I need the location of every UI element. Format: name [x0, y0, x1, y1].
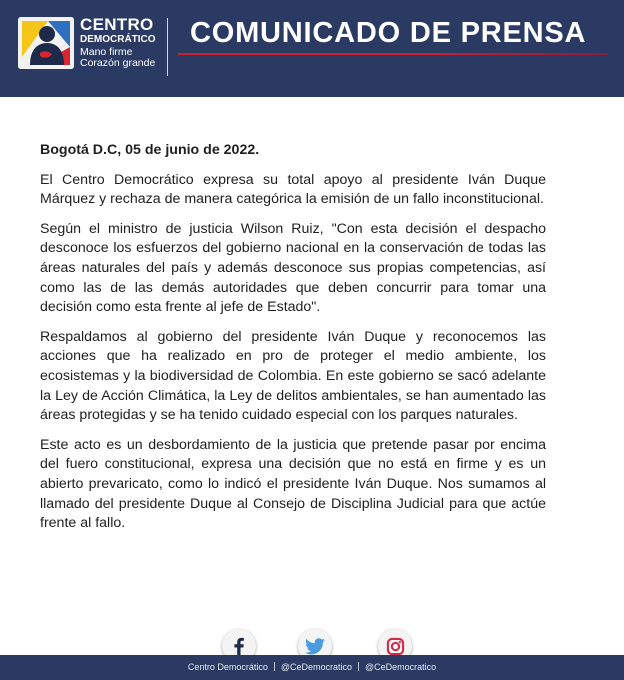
logo-motto	[80, 47, 156, 69]
centro-democratico-logo	[18, 17, 74, 69]
footer-separator	[274, 662, 275, 671]
logo-name: CENTRO	[80, 15, 154, 34]
title-underline	[178, 53, 608, 55]
logo-motto-line1: Mano firme	[80, 46, 133, 58]
paragraph-1: El Centro Democrático expresa su total apoyo al presidente Iván Duque Márquez y rechaza de manera categórica la emisión de un fallo inconstitucional.	[40, 171, 546, 208]
release-date: Bogotá D.C, 05 de junio de 2022.	[40, 142, 260, 158]
press-header	[0, 0, 624, 97]
footer-twitter-link[interactable]: @CeDemocratico	[280, 662, 353, 672]
press-release-body	[40, 141, 546, 544]
page-title: COMUNICADO DE PRENSA	[190, 17, 587, 49]
logo-sub: DEMOCRÁTICO	[80, 34, 156, 45]
social-footer	[0, 655, 624, 680]
paragraph-2: Según el ministro de justicia Wilson Ruiz, "Con esta decisión el despacho desconoce los esfuerzos del gobierno nacional en la conservación de todas las áreas naturales del país y además desconoce sus propias competencias, así como las de las demás autoridades que deben concurrir para tomar una decisión como esta frente al jefe de Estado".	[40, 220, 546, 316]
footer-handles	[0, 655, 624, 680]
logo-motto-line2: Corazón grande	[80, 57, 156, 69]
logo-text	[80, 16, 156, 69]
paragraph-3: Respaldamos al gobierno del presidente Iván Duque y reconocemos las acciones que ha realizado en pro de proteger el medio ambiente, los ecosistemas y la biodiversidad de Colombia. En este gobierno se sacó adelante la Ley de Acción Climática, la Ley de delitos ambientales, se han aumentado las áreas protegidas y se ha tenido cuidado especial con los parques naturales.	[40, 328, 546, 424]
paragraph-4: Este acto es un desbordamiento de la justicia que pretende pasar por encima del fuero constitucional, expresa una decisión que no está en firme y es un abierto prevaricato, como lo indicó el presidente Iván Duque. Nos sumamos al llamado del presidente Duque al Consejo de Disciplina Judicial para que actúe frente al fallo.	[40, 436, 546, 532]
footer-separator	[358, 662, 359, 671]
header-divider	[167, 18, 168, 76]
footer-instagram-link[interactable]: @CeDemocratico	[365, 662, 437, 672]
footer-facebook-link[interactable]: Centro Democrático	[187, 662, 268, 672]
